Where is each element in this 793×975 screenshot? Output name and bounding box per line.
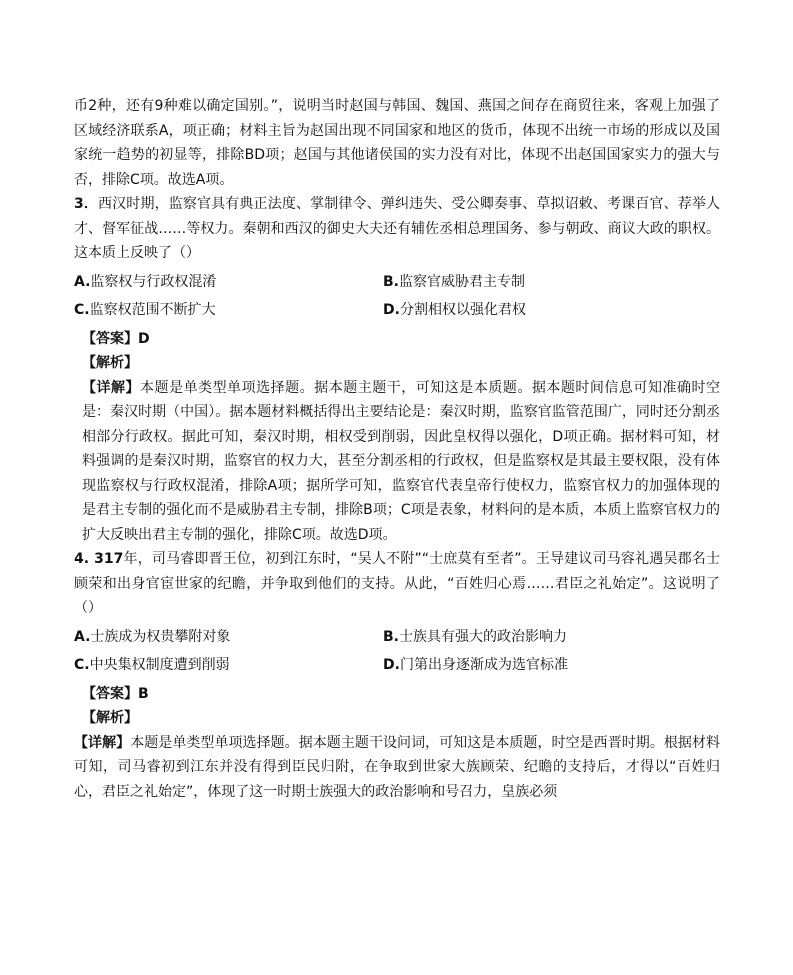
question-4-option-c xyxy=(74,653,383,678)
option-text: 中央集权制度遭到削弱 xyxy=(89,657,230,673)
detail-text: 本题是单类型单项选择题。据本题主题干设问词，可知这是本质题，时空是西晋时期。根据材料可知，司马睿初到江东并没有得到臣民归附，在争取到世家大族顾荣、纪瞻的支持后，才得以“百姓归心，君臣之礼始定”，体现了这一时期士族强大的政治影响和号召力，皇族必须 xyxy=(74,734,721,800)
option-key: B. xyxy=(383,273,399,290)
option-key: B. xyxy=(383,628,399,645)
question-4-options-row-2 xyxy=(74,653,720,678)
option-text: 士族具有强大的政治影响力 xyxy=(399,628,567,645)
detail-text: 本题是单类型单项选择题。据本题主题干，可知这是本质题。据本题时间信息可知准确时空是：秦汉时期（中国）。据本题材料概括得出主要结论是：秦汉时期，监察官监管范围广，同时还分割丞相部分行政权。据此可知，秦汉时期，相权受到削弱，因此皇权得以强化，D项正确。据材料可知，材料强调的是秦汉时期，监察官的权力大，甚至分割丞相的行政权，但是监察权是其最主要权限，没有体现监察权与行政权混淆，排除A项；据所学可知，监察官代表皇帝行使权力，监察官权力的加强体现的是君主专制的强化而不是威胁君主专制，排除B项；C项是表象，材料问的是本质，本质上监察官权力的扩大反映出君主专制的强化，排除C项。故选D项。 xyxy=(82,379,720,543)
question-4-number: 4. 317 xyxy=(74,551,124,567)
option-key: C. xyxy=(74,302,90,318)
answer-label: 【答案】 xyxy=(82,330,138,347)
question-4 xyxy=(74,547,720,621)
option-text: 监察权与行政权混淆 xyxy=(90,273,217,290)
question-4-options-row-1 xyxy=(74,625,720,650)
question-4-answer xyxy=(74,682,720,707)
question-4-option-d xyxy=(383,653,703,678)
option-key: D. xyxy=(383,302,400,318)
detail-label: 【详解】 xyxy=(74,734,131,751)
option-text: 分割相权以强化君权 xyxy=(399,302,526,318)
question-3-stem: 西汉时期，监察官具有典正法度、掌制律令、弹纠违失、受公卿奏事、草拟诏敕、考课百官、荐举人才、督军征战……等权力。秦朝和西汉的御史大夫还有辅佐丞相总理国务、参与朝政、商议大政的职权。这本质上反映了（） xyxy=(74,196,721,261)
previous-explanation-continuation: 币2种，还有9种难以确定国别。”，说明当时赵国与韩国、魏国、燕国之间存在商贸往来，客观上加强了区域经济联系A，项正确；材料主旨为赵国出现不同国家和地区的货币，体现不出统一市场的形成以及国家统一趋势的初显等，排除BD项；赵国与其他诸侯国的实力没有对比，体现不出赵国国家实力的强大与否，排除C项。故选A项。 xyxy=(74,98,720,188)
question-3-analysis-label xyxy=(74,351,720,376)
option-text: 监察权范围不断扩大 xyxy=(89,302,216,318)
analysis-label: 【解析】 xyxy=(82,355,138,371)
option-key: C. xyxy=(74,657,90,673)
option-key: A. xyxy=(74,628,91,645)
detail-label: 【详解】 xyxy=(82,379,141,396)
question-4-option-b xyxy=(383,625,703,650)
question-3-options-row-1 xyxy=(74,270,720,295)
question-3-options-row-2 xyxy=(74,298,720,323)
option-key: D. xyxy=(383,657,400,673)
answer-value: D xyxy=(138,330,150,347)
option-key: A. xyxy=(74,273,91,290)
option-text: 士族成为权贵攀附对象 xyxy=(90,628,231,645)
question-3-option-d xyxy=(383,298,703,323)
question-3 xyxy=(74,192,720,266)
question-3-detail xyxy=(74,376,720,548)
option-text: 监察官威胁君主专制 xyxy=(399,273,525,290)
analysis-label: 【解析】 xyxy=(82,710,138,726)
question-3-number: 3． xyxy=(74,196,99,212)
question-3-option-c xyxy=(74,298,383,323)
question-3-answer xyxy=(74,327,720,352)
answer-label: 【答案】 xyxy=(82,685,138,702)
question-4-stem: 年，司马睿即晋王位，初到江东时，“吴人不附”“士庶莫有至者”。王导建议司马容礼遇吴郡名士顾荣和出身官宦世家的纪瞻，并争取到他们的支持。从此，“百姓归心焉……君臣之礼始定”。这说明了（） xyxy=(74,551,720,616)
question-3-option-a xyxy=(74,270,383,295)
question-4-detail xyxy=(74,731,720,805)
question-3-option-b xyxy=(383,270,703,295)
document-body xyxy=(74,94,720,804)
answer-value: B xyxy=(138,685,149,702)
question-4-option-a xyxy=(74,625,383,650)
option-text: 门第出身逐渐成为选官标准 xyxy=(399,657,568,673)
question-4-analysis-label xyxy=(74,706,720,731)
